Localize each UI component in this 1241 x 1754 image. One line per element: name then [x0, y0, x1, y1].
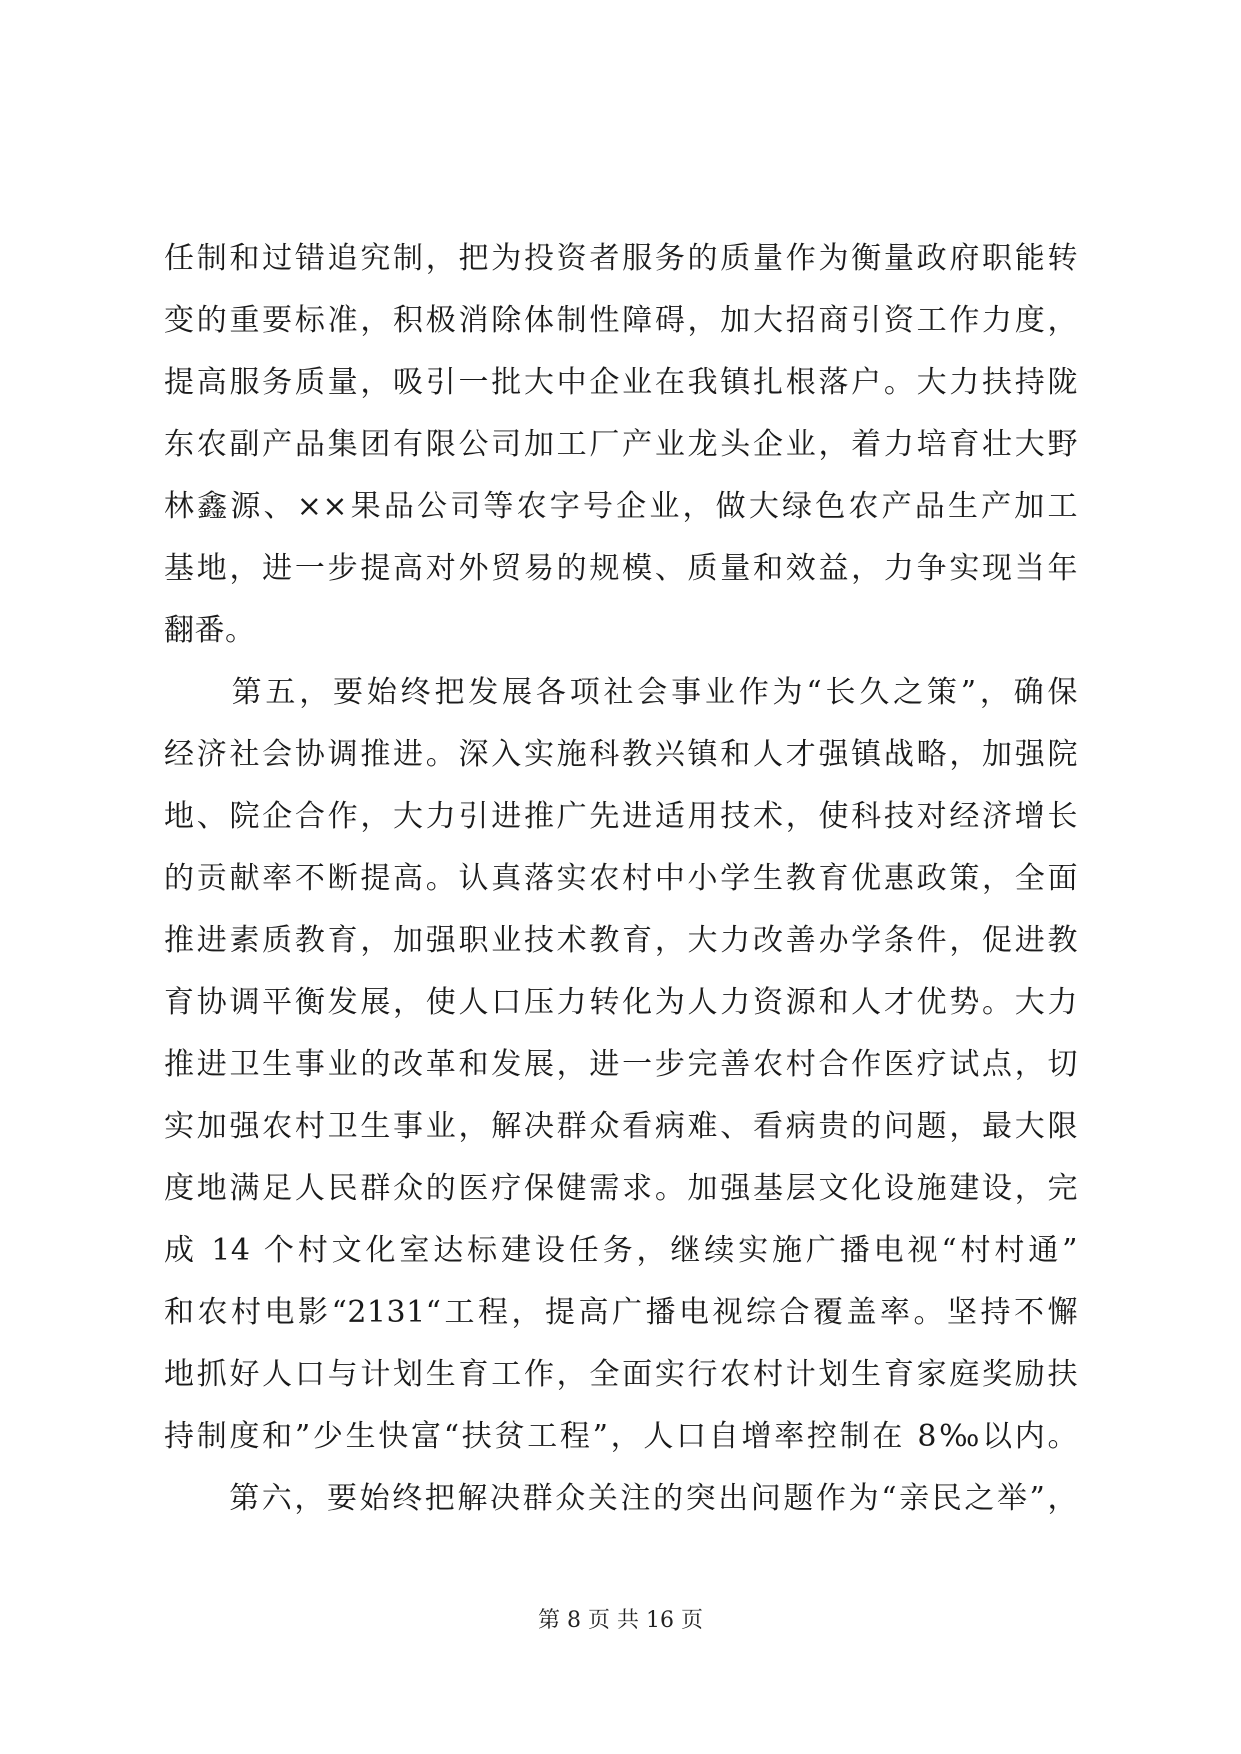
text-line: 持制度和”少生快富“扶贫工程”，人口自增率控制在 8‰以内。 [164, 1419, 1078, 1454]
text-line: 林鑫源、××果品公司等农字号企业，做大绿色农产品生产加工 [164, 489, 1078, 524]
text-line: 地、院企合作，大力引进推广先进适用技术，使科技对经济增长 [164, 799, 1078, 834]
text-line: 地抓好人口与计划生育工作，全面实行农村计划生育家庭奖励扶 [164, 1357, 1078, 1392]
body-text [164, 228, 1078, 1530]
text-line: 基地，进一步提高对外贸易的规模、质量和效益，力争实现当年 [164, 551, 1078, 586]
page-footer: 第 8 页 共 16 页 [538, 1608, 703, 1633]
text-line: 变的重要标准，积极消除体制性障碍，加大招商引资工作力度， [164, 303, 1078, 338]
text-line: 第六，要始终把解决群众关注的突出问题作为“亲民之举”， [164, 1481, 1078, 1516]
text-line: 成 14 个村文化室达标建设任务，继续实施广播电视“村村通” [164, 1233, 1078, 1268]
text-line: 任制和过错追究制，把为投资者服务的质量作为衡量政府职能转 [164, 241, 1078, 276]
text-line: 经济社会协调推进。深入实施科教兴镇和人才强镇战略，加强院 [164, 737, 1078, 772]
text-line: 东农副产品集团有限公司加工厂产业龙头企业，着力培育壮大野 [164, 427, 1078, 462]
text-line: 第五，要始终把发展各项社会事业作为“长久之策”，确保 [164, 675, 1078, 710]
text-line: 推进素质教育，加强职业技术教育，大力改善办学条件，促进教 [164, 923, 1078, 958]
text-line: 翻番。 [164, 613, 256, 648]
text-line: 实加强农村卫生事业，解决群众看病难、看病贵的问题，最大限 [164, 1109, 1078, 1144]
text-line: 育协调平衡发展，使人口压力转化为人力资源和人才优势。大力 [164, 985, 1078, 1020]
text-line: 推进卫生事业的改革和发展，进一步完善农村合作医疗试点，切 [164, 1047, 1078, 1082]
text-line: 提高服务质量，吸引一批大中企业在我镇扎根落户。大力扶持陇 [164, 365, 1078, 400]
text-line: 的贡献率不断提高。认真落实农村中小学生教育优惠政策，全面 [164, 861, 1078, 896]
text-line: 度地满足人民群众的医疗保健需求。加强基层文化设施建设，完 [164, 1171, 1078, 1206]
text-line: 和农村电影“2131“工程，提高广播电视综合覆盖率。坚持不懈 [164, 1295, 1078, 1330]
